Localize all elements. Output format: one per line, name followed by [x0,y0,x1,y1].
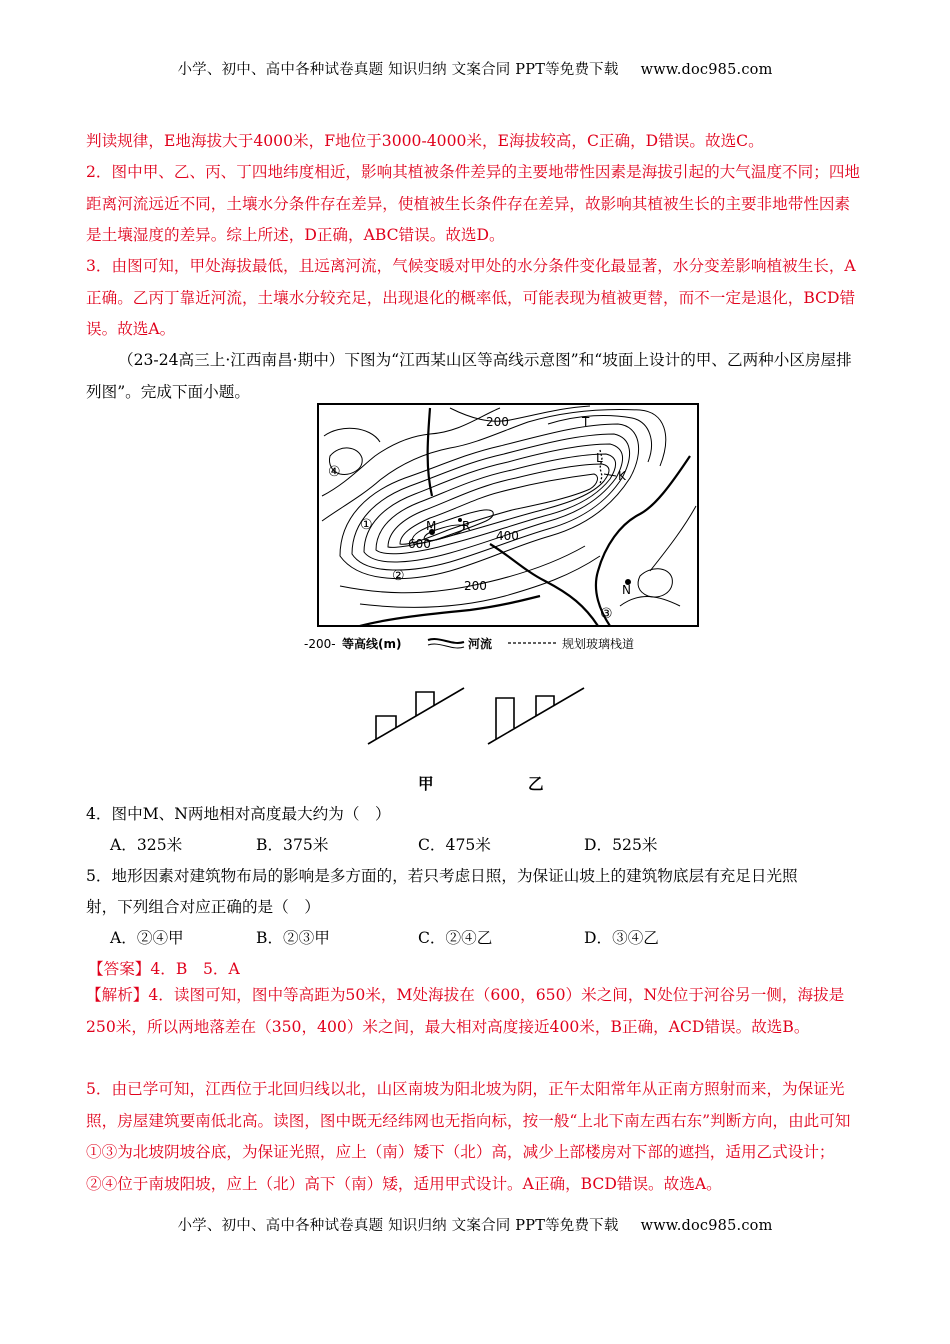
map-circle-3: ③ [600,606,613,622]
q5-stem-line1: 5．地形因素对建筑物布局的影响是多方面的，若只考虑日照，为保证山坡上的建筑物底层有充足日光照 [86,867,798,885]
map-point-t: T [582,415,590,429]
prev-answer-2: 2．图中甲、乙、丙、丁四地纬度相近，影响其植被条件差异的主要地带性因素是海拔引起的大气温度不同；四地距离河流远近不同，土壤水分条件存在差异，使植被生长条件存在差异，故影响其植被生长的主要非地带性因素是土壤湿度的差异。综上所述，D正确，ABC错误。故选D。 [86,163,861,244]
house-label-yi: 乙 [528,774,544,793]
header-text: 小学、初中、高中各种试卷真题 知识归纳 文案合同 PPT等免费下载 [177,62,619,78]
answer-line [88,957,240,979]
page-header [0,58,950,79]
legend-contour-sample: -200- [304,637,336,651]
legend-contour-label: 等高线(m) [342,637,402,651]
q4-option-d[interactable]: D．525米 [584,836,658,854]
contour-map [300,396,720,656]
map-circle-4: ④ [328,464,341,480]
header-url[interactable]: www.doc985.com [640,62,773,78]
map-point-r: R [462,519,471,533]
prev-answer-3: 3．由图可知，甲处海拔最低，且远离河流，气候变暖对甲处的水分条件变化最显著，水分变差影响植被生长，A正确。乙丙丁靠近河流，土壤水分较充足，出现退化的概率低，可能表现为植被更替，而不一定是退化，BCD错误。故选A。 [86,257,856,338]
q4-stem: 4．图中M、N两地相对高度最大约为（ ） [86,805,391,823]
map-circle-1: ① [360,517,373,533]
page-footer [0,1214,950,1235]
q4-option-a[interactable]: A．325米 [110,836,183,854]
map-contour-label-600: 600 [408,537,431,551]
answer-text: 4．B 5．A [150,960,240,978]
house-label-jia: 甲 [418,774,434,793]
q5-option-b[interactable]: B．②③甲 [256,929,330,947]
map-point-m: M [426,519,437,533]
footer-url[interactable]: www.doc985.com [640,1218,773,1234]
house-layout-figure [360,686,680,796]
q5-option-a[interactable]: A．②④甲 [110,929,184,947]
q5-stem-line2: 射，下列组合对应正确的是（ ） [86,898,320,916]
question-intro: （23-24高三上·江西南昌·期中）下图为“江西某山区等高线示意图”和“坡面上设计的甲、乙两种小区房屋排列图”。完成下面小题。 [86,351,852,401]
map-point-n: N [622,583,631,597]
map-point-k: K [618,469,626,483]
analysis-4-text: 4．读图可知，图中等高距为50米，M处海拔在（600，650）米之间，N处位于河谷另一侧，海拔是250米，所以两地落差在（350，400）米之间，最大相对高度接近400米，B正确，ACD错误。故选B。 [86,986,845,1036]
prev-answer-1: 判读规律，E地海拔大于4000米，F地位于3000-4000米，E海拔较高，C正确，D错误。故选C。 [86,132,764,150]
legend-trail-label: 规划玻璃栈道 [562,637,635,651]
q4-option-b[interactable]: B．375米 [256,836,329,854]
legend-river-label: 河流 [468,637,493,651]
q5-option-d[interactable]: D．③④乙 [584,929,659,947]
footer-text: 小学、初中、高中各种试卷真题 知识归纳 文案合同 PPT等免费下载 [177,1218,619,1234]
map-contour-label-200-top: 200 [486,415,509,429]
map-contour-label-200-bottom: 200 [464,579,487,593]
map-point-l: L [596,451,603,465]
q5-option-c[interactable]: C．②④乙 [418,929,493,947]
q4-option-c[interactable]: C．475米 [418,836,491,854]
analysis-5: 5．由已学可知，江西位于北回归线以北，山区南坡为阳北坡为阴，正午太阳常年从正南方照射而来，为保证光照，房屋建筑要南低北高。读图，图中既无经纬网也无指向标，按一般“上北下南左西右东”判断方向，由此可知①③为北坡阴坡谷底，为保证光照，应上（南）矮下（北）高，减少上部楼房对下部的遮挡，适用乙式设计；②④位于南坡阳坡，应上（北）高下（南）矮，适用甲式设计。A正确，BCD错误。故选A。 [86,1080,851,1193]
map-contour-label-400: 400 [496,529,519,543]
map-circle-2: ② [392,568,405,584]
answer-label: 【答案】 [88,960,151,978]
analysis-label: 【解析】 [86,986,149,1004]
analysis-4 [86,980,864,1043]
